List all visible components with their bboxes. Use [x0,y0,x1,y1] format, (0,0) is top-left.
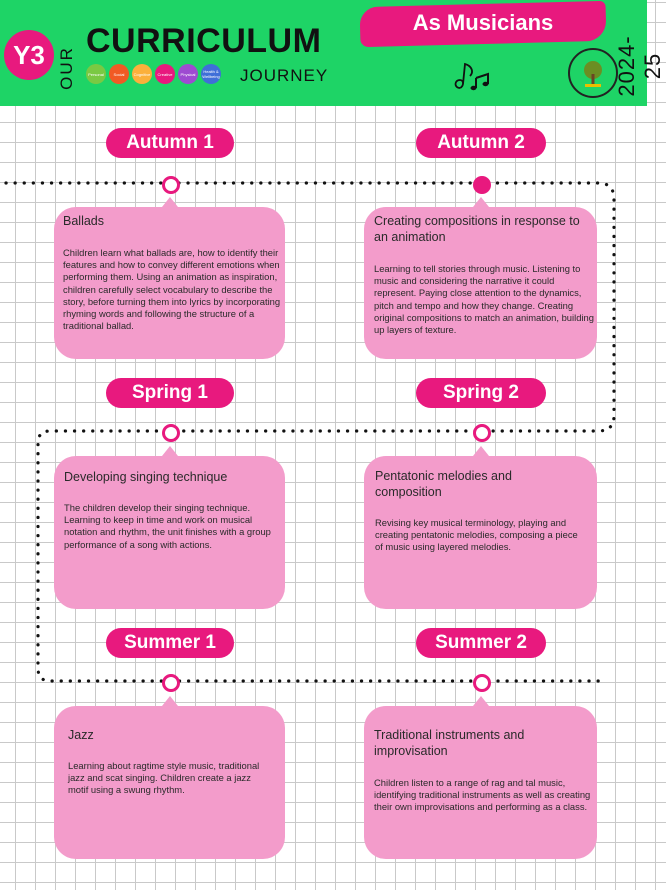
value-dot-health: Health & Wellbeing [201,64,221,84]
card-title: Traditional instruments and improvisation [374,728,525,758]
card-description: Children listen to a range of rag and tal music, identifying traditional instruments as well as creating their own improvisations and performing as a class. [374,777,591,813]
term-card-summer-1 [54,706,285,859]
subject-title: As Musicians [412,10,554,35]
card-description: Learning to tell stories through music. Listening to music and considering the narrative it could represent. Paying close attention to the dynamics, pitch and tempo and how they change. Creating original compositions to match an animation, building up layers of texture. [374,263,594,336]
term-card-autumn-1 [54,207,285,359]
card-description: The children develop their singing technique. Learning to keep in time and work on musical notation and rhythm, the unit finishes with a group performance of a song with actions. [64,502,271,550]
year-group-badge: Y3 [4,30,54,80]
card-pointer [473,696,489,706]
value-dot-creative: Creative [155,64,175,84]
card-pointer [162,446,178,456]
term-label-autumn-2: Autumn 2 [416,128,546,158]
timeline-node-summer-2 [473,674,491,692]
term-label-spring-1: Spring 1 [106,378,234,408]
term-label-spring-2: Spring 2 [416,378,546,408]
our-label: OUR [57,46,76,90]
academic-year: 2024-25 [614,35,665,97]
card-title: Creating compositions in response to an animation [374,214,580,244]
card-pointer [162,696,178,706]
card-description: Learning about ragtime style music, traditional jazz and scat singing. Children create a jazz motif using a swung rhythm. [68,760,260,796]
term-card-autumn-2 [364,207,597,359]
term-card-spring-2 [364,456,597,609]
card-title: Ballads [63,214,104,228]
card-description: Children learn what ballads are, how to identify their features and how to convey different emotions when performing them. Using an animation as inspiration, children carefully select vocabulary to describe the story, before turning them into lyrics by incorporating rhyming words and following the structure of a traditional ballad. [63,247,281,332]
term-card-summer-2 [364,706,597,859]
card-title: Pentatonic melodies and composition [375,469,512,499]
timeline-node-autumn-1 [162,176,180,194]
value-dot-social: Social [109,64,129,84]
timeline-node-spring-2 [473,424,491,442]
term-label-summer-1: Summer 1 [106,628,234,658]
term-label-autumn-1: Autumn 1 [106,128,234,158]
journey-label: JOURNEY [240,66,329,85]
card-pointer [162,197,178,207]
value-dot-physical: Physical [178,64,198,84]
timeline-node-summer-1 [162,674,180,692]
card-description: Revising key musical terminology, playing and creating pentatonic melodies, composing a piece of music using layered melodies. [375,517,578,553]
term-label-summer-2: Summer 2 [416,628,546,658]
term-card-spring-1 [54,456,285,609]
card-pointer [473,197,489,207]
timeline-node-spring-1 [162,424,180,442]
value-dot-personal: Personal [86,64,106,84]
card-pointer [473,446,489,456]
timeline-node-autumn-2 [473,176,491,194]
value-dot-cognitive: Cognitive [132,64,152,84]
card-title: Developing singing technique [64,470,228,484]
card-title: Jazz [68,728,94,742]
curriculum-title: CURRICULUM [86,22,322,60]
